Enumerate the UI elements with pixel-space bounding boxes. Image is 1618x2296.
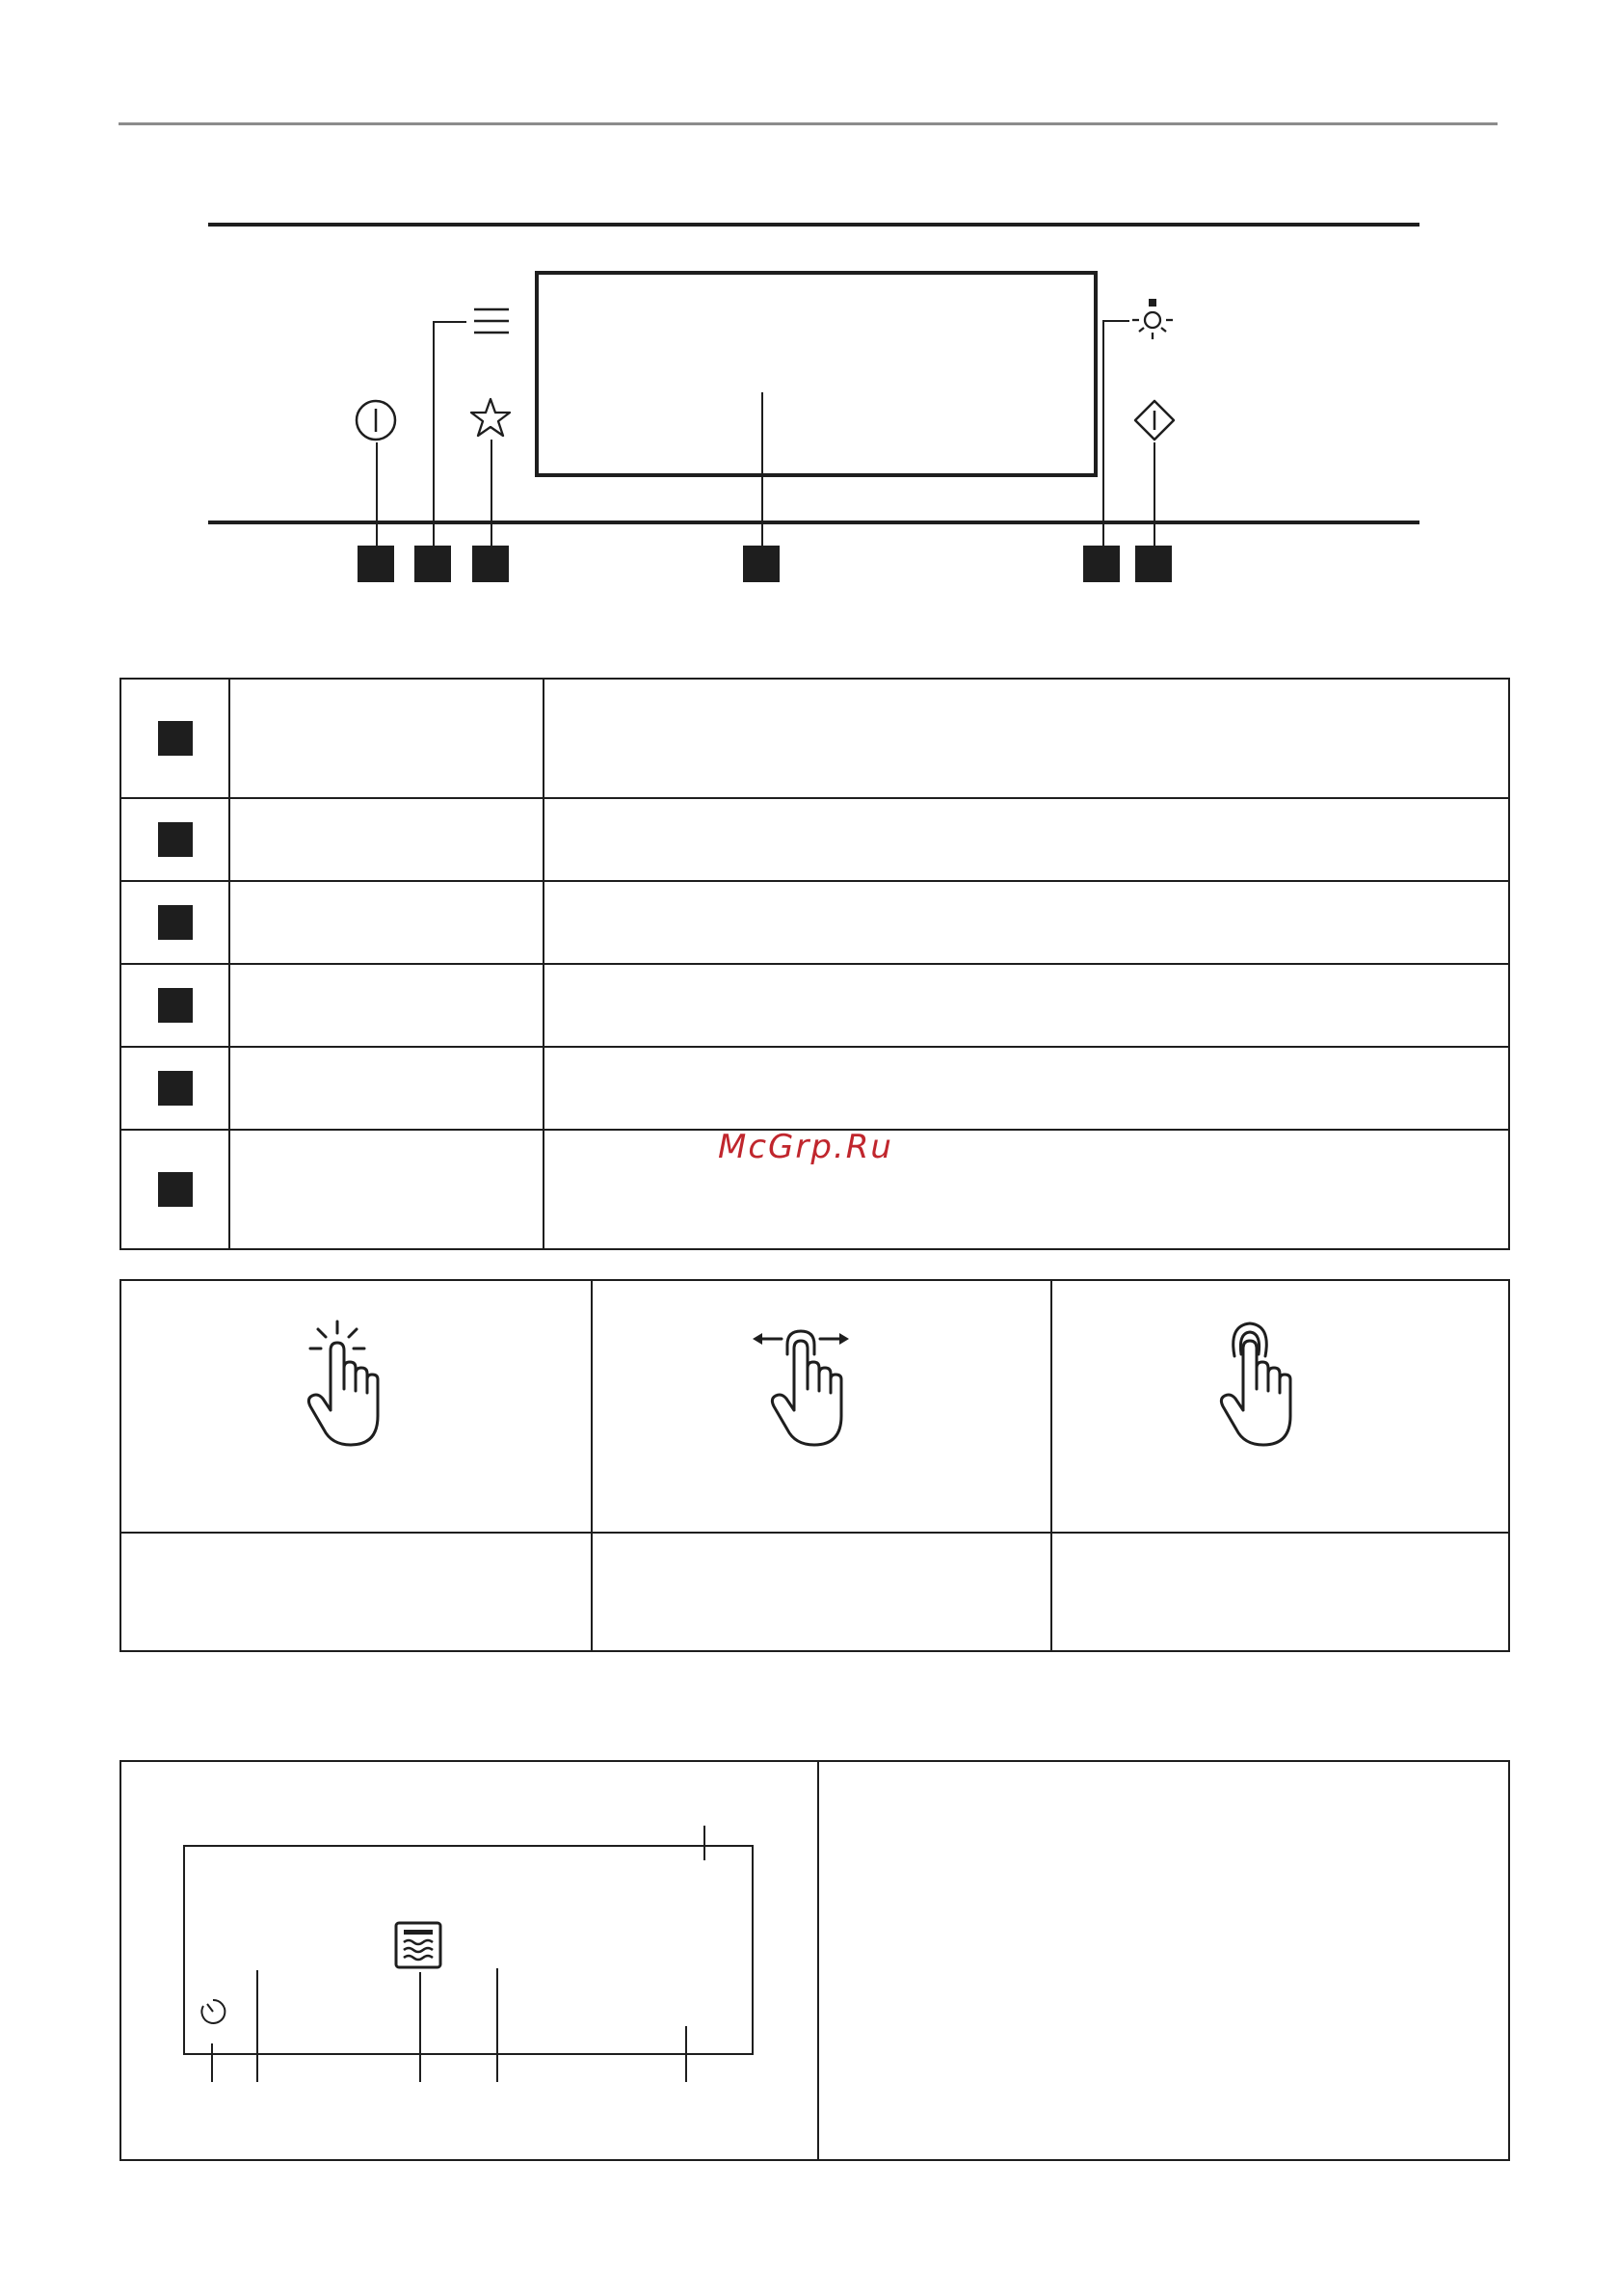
star-icon[interactable]: [469, 397, 512, 438]
table-row: [120, 1047, 1509, 1130]
start-leader: [1154, 442, 1155, 547]
indicator-leader: [496, 1968, 498, 2082]
power-icon[interactable]: [354, 398, 398, 442]
row-marker-cell: [120, 798, 229, 881]
row-label: [229, 881, 544, 964]
row-marker: [158, 988, 193, 1023]
callout-marker: [358, 546, 394, 582]
table-row: [120, 679, 1509, 798]
row-marker: [158, 721, 193, 756]
display-table-col-divider: [817, 1762, 819, 2159]
tap-gesture-icon: [305, 1322, 411, 1447]
gestures-divider: [121, 1532, 1508, 1534]
display-area[interactable]: [535, 271, 1098, 477]
row-label: [229, 798, 544, 881]
row-label: [229, 1047, 544, 1130]
panel-top-edge: [208, 223, 1419, 227]
callout-marker: [1135, 546, 1172, 582]
row-description: [544, 798, 1509, 881]
gestures-col-divider: [591, 1281, 593, 1650]
indicator-leader: [703, 1826, 705, 1860]
row-marker: [158, 1071, 193, 1106]
touch-and-hold-gesture-icon: [1215, 1322, 1321, 1447]
star-leader: [491, 440, 492, 547]
row-marker: [158, 822, 193, 857]
callout-marker: [743, 546, 780, 582]
table-row: [120, 798, 1509, 881]
gestures-col-divider: [1050, 1281, 1052, 1650]
header-rule: [119, 122, 1498, 125]
row-marker-cell: [120, 1047, 229, 1130]
menu-leader: [433, 321, 435, 547]
row-label: [229, 679, 544, 798]
slide-gesture-icon: [753, 1322, 878, 1447]
steam-function-icon: [394, 1921, 442, 1969]
power-leader: [376, 442, 378, 547]
row-description: [544, 881, 1509, 964]
panel-bottom-edge: [208, 521, 1419, 524]
indicator-leader: [419, 1972, 421, 2082]
row-description: [544, 964, 1509, 1047]
indicator-leader: [211, 2043, 213, 2082]
row-marker-cell: [120, 679, 229, 798]
display-screen-outline: [183, 1845, 754, 2055]
indicator-leader: [685, 2026, 687, 2082]
row-label: [229, 964, 544, 1047]
lamp-leader-horizontal: [1102, 320, 1129, 322]
callout-marker: [472, 546, 509, 582]
menu-leader-horizontal: [433, 321, 466, 323]
row-description: [544, 679, 1509, 798]
table-row: [120, 881, 1509, 964]
row-marker: [158, 905, 193, 940]
display-indicators-table: [119, 1760, 1510, 2161]
timer-icon: [199, 1997, 227, 2026]
table-row: [120, 964, 1509, 1047]
callout-marker: [1083, 546, 1120, 582]
callout-marker: [414, 546, 451, 582]
gestures-table: [119, 1279, 1510, 1652]
row-marker-cell: [120, 1130, 229, 1249]
row-marker-cell: [120, 964, 229, 1047]
row-description: [544, 1047, 1509, 1130]
lamp-leader: [1102, 320, 1104, 547]
start-icon[interactable]: [1132, 398, 1177, 442]
indicator-leader: [256, 1970, 258, 2082]
watermark: McGrp.Ru: [718, 1128, 893, 1166]
row-description: [544, 1130, 1509, 1249]
row-label: [229, 1130, 544, 1249]
lamp-icon[interactable]: [1132, 299, 1173, 339]
menu-icon[interactable]: [474, 307, 509, 335]
row-marker: [158, 1172, 193, 1207]
display-leader: [761, 392, 763, 547]
row-marker-cell: [120, 881, 229, 964]
